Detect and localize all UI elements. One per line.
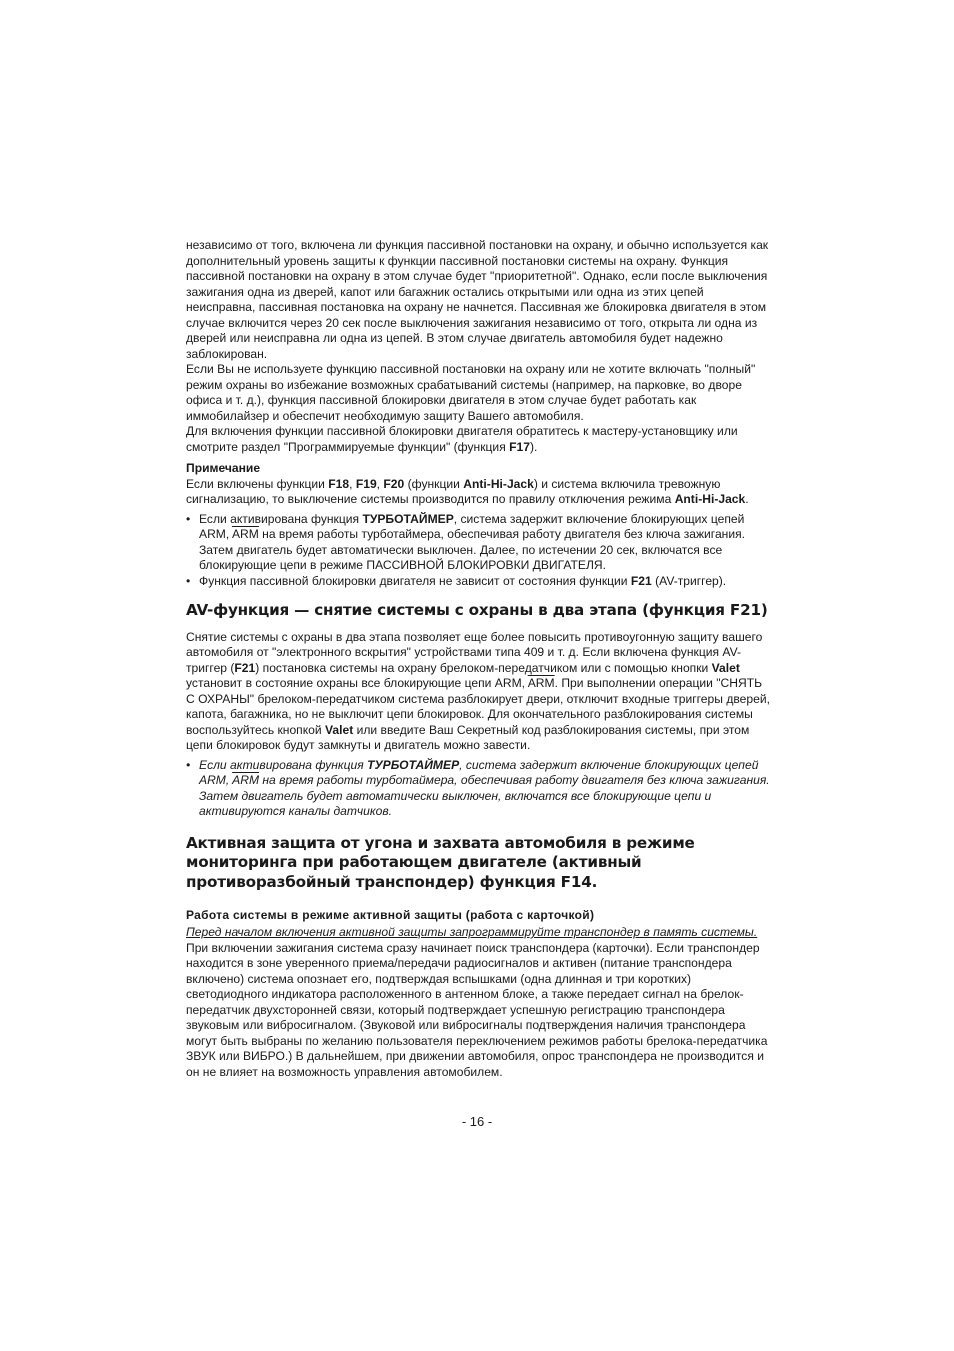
intro-paragraph-1: независимо от того, включена ли функция пассивной постановки на охрану, и обычно используется как дополнительный уровень защиты к функции пассивной постановки системы на охрану. Функция пассивной постановки на охрану в этом случае будет "приоритетной". Однако, если после выключения зажигания одна из дверей, капот или багажник остались открытыми или одна из этих цепей неисправна, пассивная постановка на охрану не начнется. Пассивная же блокировка двигателя в этом случае включится через 20 сек после выключения зажигания независимо от того, открыта ли одна из дверей или неисправна ли одна из цепей. В этом случае двигатель автомобиля будет надежно заблокирован. (186, 238, 769, 361)
function-code: F19 (355, 476, 377, 491)
note-title: Примечание (186, 461, 261, 475)
intro-paragraph-2: Если Вы не используете функцию пассивной постановки на охрану или не хотите включать "полный" режим охраны во избежание возможных срабатываний системы (например, на парковке, во дворе офиса и т. д.), функция пассивной блокировки двигателя в этом случае будет работать как иммобилайзер и обеспечит необходимую защиту Вашего автомобиля. (186, 362, 756, 423)
text: , (376, 476, 384, 491)
mode-name: Anti-Hi-Jack (463, 476, 534, 491)
arm-inverted: $\overline{ARM}$ (527, 676, 555, 690)
text: или введите Ваш Секретный код разблокирования системы, при этом цепи блокировок будут замкнуты и двигатель можно завести. (186, 722, 750, 752)
function-name: ТУРБОТАЙМЕР (362, 511, 454, 526)
av-heading: AV-функция — снятие системы с охраны в два этапа (функция F21) (186, 601, 768, 619)
function-code: F18 (328, 476, 350, 491)
arm-inverted: $\overline{ARM}$ (232, 773, 260, 787)
text: на время работы турботаймера, обеспечивая работу двигателя без ключа зажигания. Затем двигатель будет автоматически выключен. Далее, по истечении 20 сек, включатся все блокирующие цепи в режиме ПАССИВНОЙ БЛОКИРОВКИ ДВИГАТЕЛЯ. (199, 527, 746, 572)
text: (функции (404, 476, 464, 491)
text: ) и система включила тревожную сигнализацию, то выключение системы производится по правилу отключения режима (186, 476, 721, 506)
list-item (186, 574, 770, 590)
text: Для включения функции пассивной блокировки двигателя обратитесь к мастеру-установщику или смотрите раздел "Программируемые функции" (функция (186, 424, 738, 454)
function-code: F20 (383, 476, 405, 491)
programming-instruction: Перед началом включения активной защиты запрограммируйте транспондер в память системы. (186, 925, 758, 939)
text: , система задержит включение блокирующих цепей ARM, (199, 757, 759, 787)
intro-paragraph-3 (186, 424, 770, 455)
document-body (186, 238, 770, 1080)
arm-inverted: $\overline{ARM}$ (231, 527, 259, 541)
text: . (745, 492, 749, 506)
text: , (349, 476, 356, 491)
bullet-list-2 (186, 758, 770, 820)
text: , система задержит включение блокирующих цепей ARM, (199, 511, 745, 541)
mode-name: Anti-Hi-Jack (674, 492, 746, 506)
text: Если активирована функция (199, 511, 363, 526)
text: Снятие системы с охраны в два этапа позволяет еще более повысить противоугонную защиту вашего автомобиля от "электронного вскрытия" устройствами типа 409 и т. д. Если включена функция AV-триггер ( (186, 629, 763, 675)
function-name: ТУРБОТАЙМЕР (367, 757, 460, 772)
text: ). (529, 439, 538, 454)
text: на время работы турботаймера, обеспечивая работу двигателя без ключа зажигания. Затем двигатель будет автоматически выключен, включатся все блокирующие цепи и активируются каналы датчиков. (199, 773, 770, 818)
button-name: Valet (711, 660, 740, 675)
function-code: F21 (630, 573, 652, 588)
av-paragraph (186, 630, 770, 754)
list-item (186, 512, 770, 574)
text: ) постановка системы на охрану брелоком-передатчиком или с помощью кнопки (255, 660, 712, 675)
note-text (186, 477, 770, 508)
page-number: - 16 - (461, 1114, 493, 1129)
text: (AV-триггер). (651, 573, 727, 588)
text: установит в состояние охраны все блокирующие цепи ARM, (186, 676, 528, 690)
active-protection-subheading: Работа системы в режиме активной защиты (работа с карточкой) (186, 908, 595, 922)
button-name: Valet (325, 722, 354, 737)
text: . При выполнении операции "СНЯТЬ С ОХРАНЫ" брелоком-передатчиком система разблокирует двери, отключит входные триггеры дверей, капота, багажника, но не выключит цепи блокировок. Для окончательного разблокирования системы воспользуйтесь кнопкой (186, 676, 770, 737)
function-code: F17 (509, 439, 530, 454)
list-item (186, 758, 770, 820)
function-code: F21 (234, 660, 256, 675)
text: Функция пассивной блокировки двигателя не зависит от состояния функции (199, 573, 631, 588)
active-protection-paragraph: При включении зажигания система сразу начинает поиск транспондера (карточки). Если транспондер находится в зоне уверенного приема/передачи радиосигналов и активен (питание транспондера включено) система опознает его, подтверждая вспышками (одна длинная и три коротких) светодиодного индикатора расположенного в антенном блоке, а также передает сигнал на брелок-передатчик двухсторонней связи, который подтверждает успешную регистрацию транспондера звуковым или вибросигналом. (Звуковой или вибросигналы подтверждения наличия транспондера могут быть выбраны по желанию пользователя переключением режимов работы брелока-передатчика ЗВУК или ВИБРО.) В дальнейшем, при движении автомобиля, опрос транспондера не производится и он не влияет на возможность управления автомобилем. (186, 940, 768, 1079)
active-protection-heading: Активная защита от угона и захвата автомобиля в режиме мониторинга при работающем двигателе (активный противоразбойный транспондер) функция F14. (186, 833, 695, 891)
bullet-list-1 (186, 512, 770, 590)
text: Если включены функции (186, 476, 329, 491)
text: Если активирована функция (199, 757, 368, 772)
